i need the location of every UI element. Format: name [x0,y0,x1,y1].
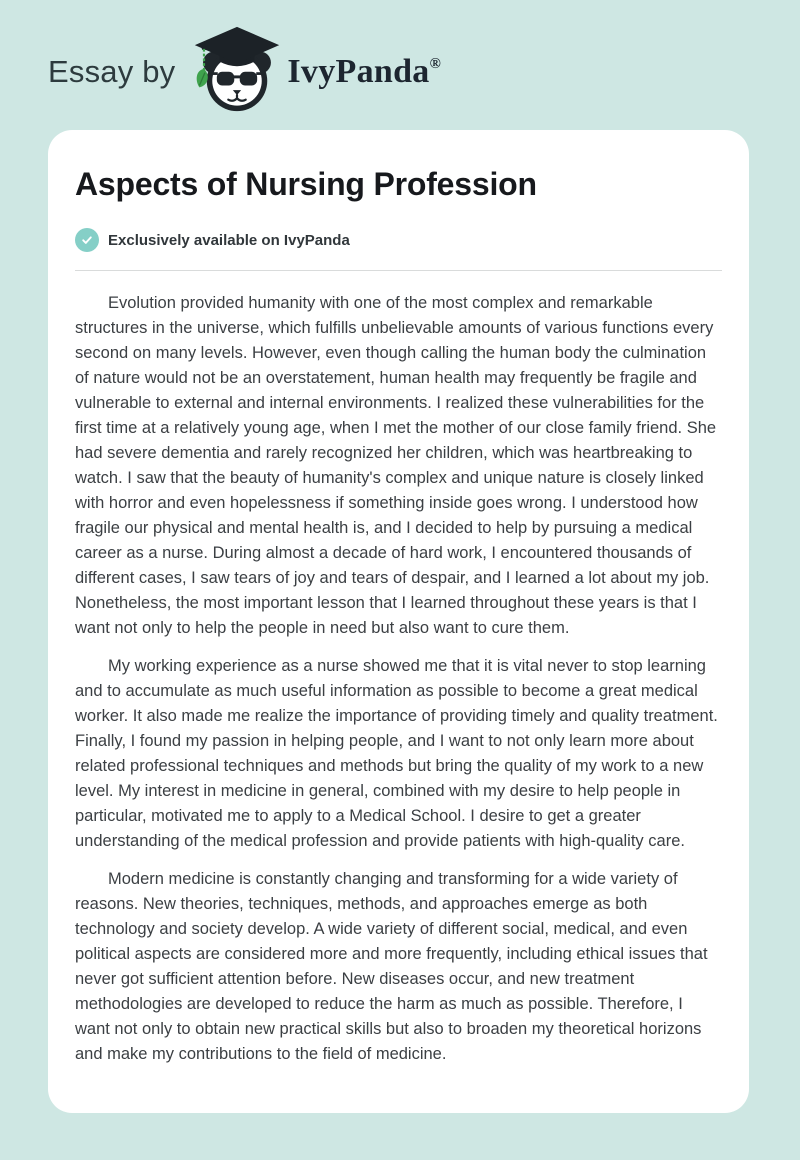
availability-badge [75,228,722,252]
brand-wordmark [287,53,441,91]
brand-name: IvyPanda [287,53,430,90]
site-header [0,0,800,130]
panda-graduate-icon [191,25,283,113]
check-icon [75,228,99,252]
essay-by-label: Essay by [48,54,176,89]
availability-label: Exclusively available on IvyPanda [108,231,350,249]
divider [75,270,722,271]
essay-paragraph: Evolution provided humanity with one of the most complex and remarkable structures in the universe, which fulfills unbelievable amounts of various functions every second on many levels. However, even though calling the human body the culmination of nature would not be an overstatement, human health may frequently be fragile and vulnerable to external and internal environments. I realized these vulnerabilities for the first time at a relatively young age, when I met the mother of our close family friend. She had severe dementia and rarely recognized her children, which was heartbreaking to watch. I saw that the beauty of humanity's complex and unique nature is closely linked with horror and even hopelessness if something inside goes wrong. I understood how fragile our physical and mental health is, and I decided to help by pursuing a medical career as a nurse. During almost a decade of hard work, I encountered thousands of different cases, I saw tears of joy and tears of despair, and I learned a lot about my job. Nonetheless, the most important lesson that I learned throughout these years is that I want not only to help the people in need but also want to cure them. [75,294,717,637]
essay-paragraph: My working experience as a nurse showed me that it is vital never to stop learning and to accumulate as much useful information as possible to become a great medical worker. It also made me realize the importance of providing timely and quality treatment. Finally, I found my passion in helping people, and I want to not only learn more about related professional techniques and methods but bring the quality of my work to a new level. My interest in medicine in general, combined with my desire to help people in particular, motivated me to apply to a Medical School. I desire to get a greater understanding of the medical profession and provide patients with high-quality care. [75,657,718,850]
page-title: Aspects of Nursing Profession [75,166,537,202]
registered-trademark-symbol: ® [429,56,442,72]
essay-paragraph: Modern medicine is constantly changing and transforming for a wide variety of reasons. New theories, techniques, methods, and approaches emerge as both technology and society develop. A wide variety of different social, medical, and even political aspects are considered more and more frequently, including ethical issues that never got sufficient attention before. New diseases occur, and new treatment methodologies are developed to reduce the harm as much as possible. Therefore, I want not only to obtain new practical skills but also to broaden my theoretical horizons and make my contributions to the field of medicine. [75,870,708,1063]
essay-card [48,130,749,1113]
essay-body [75,291,722,1067]
